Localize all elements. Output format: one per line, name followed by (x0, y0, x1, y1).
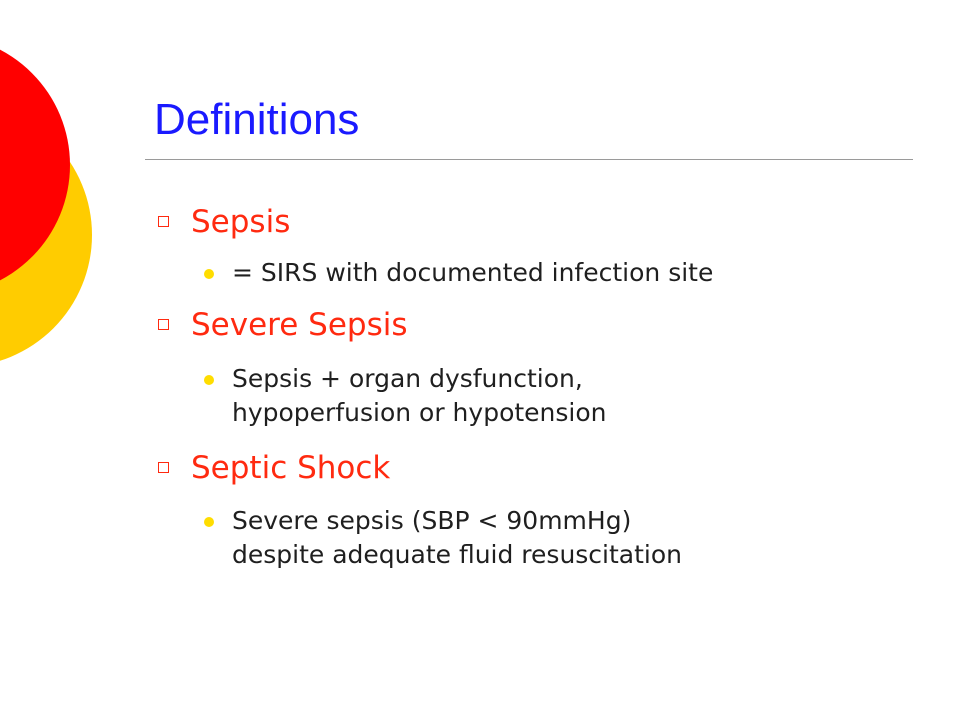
filled-circle-icon (204, 375, 214, 385)
sub-bullet-text: Sepsis + organ dysfunction, hypoperfusion or hypotension (232, 364, 607, 427)
bullet-heading: Severe Sepsis (191, 307, 408, 343)
bullet-heading: Sepsis (191, 204, 291, 240)
sub-bullet-text: Severe sepsis (SBP < 90mmHg) despite adequate fluid resuscitation (232, 506, 683, 569)
filled-circle-icon (204, 517, 214, 527)
sub-bullet-text: = SIRS with documented infection site (232, 258, 714, 287)
filled-circle-icon (204, 269, 214, 279)
bullet-heading: Septic Shock (191, 450, 391, 486)
slide-title: Definitions (154, 95, 360, 144)
hollow-square-icon (158, 462, 169, 473)
hollow-square-icon (158, 216, 169, 227)
hollow-square-icon (158, 319, 169, 330)
